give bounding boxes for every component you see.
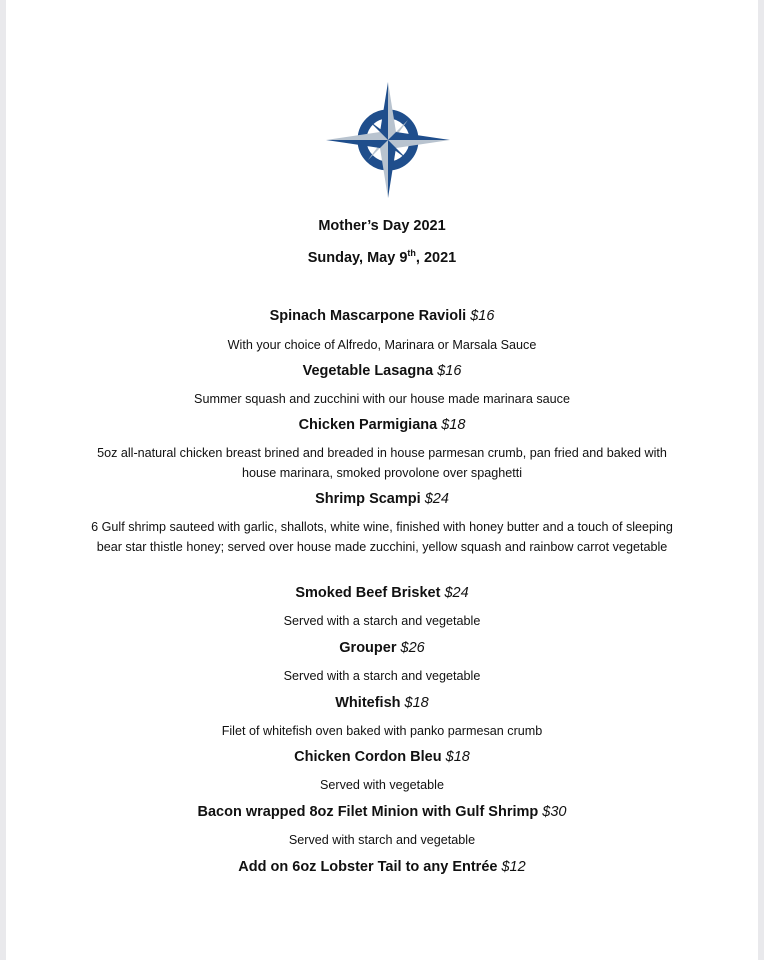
menu-item-title: Add on 6oz Lobster Tail to any Entrée $12 — [238, 859, 526, 875]
menu-item-price: $12 — [501, 859, 526, 875]
event-date: Sunday, May 9th, 2021 — [307, 248, 457, 266]
menu-item-price: $16 — [470, 308, 495, 324]
menu-item-desc: Summer squash and zucchini with our house made marinara sauce — [194, 392, 570, 406]
menu-item-price: $18 — [441, 417, 466, 433]
menu-item-title: Shrimp Scampi $24 — [315, 491, 449, 507]
menu-item-title: Chicken Parmigiana $18 — [298, 417, 466, 433]
compass-rose-icon — [322, 80, 454, 200]
menu-item-price: $24 — [424, 491, 449, 507]
menu-item-price: $18 — [445, 749, 470, 765]
menu-item-desc: Served with a starch and vegetable — [283, 614, 481, 628]
event-title: Mother’s Day 2021 — [318, 218, 446, 234]
menu-item-price: $18 — [404, 695, 429, 711]
menu-item-price: $26 — [400, 640, 425, 656]
menu-item-price: $16 — [437, 363, 462, 379]
menu-item-title: Spinach Mascarpone Ravioli $16 — [269, 308, 495, 324]
menu-item-desc: Filet of whitefish oven baked with panko parmesan crumb — [221, 724, 543, 738]
menu-item-desc: 5oz all-natural chicken breast brined and breaded in house parmesan crumb, pan fried and baked with house marinara, smoked provolone over spaghetti — [97, 446, 667, 480]
menu-item-title: Smoked Beef Brisket $24 — [295, 585, 469, 601]
menu-item-desc: Served with vegetable — [320, 778, 444, 792]
menu-item-desc: Served with a starch and vegetable — [283, 669, 481, 683]
menu-item-desc: 6 Gulf shrimp sauteed with garlic, shallots, white wine, finished with honey butter and a touch of sleeping bear star thistle honey; served over house made zucchini, yellow squash and rainbow carrot vegetable — [91, 520, 673, 554]
menu-item-title: Whitefish $18 — [335, 695, 429, 711]
menu-item-desc: With your choice of Alfredo, Marinara or Marsala Sauce — [227, 338, 537, 352]
menu-item-price: $24 — [444, 585, 469, 601]
menu-item-title: Vegetable Lasagna $16 — [302, 363, 462, 379]
menu-item-desc: Served with starch and vegetable — [288, 833, 476, 847]
menu-item-title: Chicken Cordon Bleu $18 — [294, 749, 470, 765]
menu-item-price: $30 — [542, 804, 567, 820]
menu-item-title: Grouper $26 — [339, 640, 425, 656]
menu-page — [6, 0, 758, 960]
menu-item-title: Bacon wrapped 8oz Filet Minion with Gulf Shrimp $30 — [197, 804, 567, 820]
